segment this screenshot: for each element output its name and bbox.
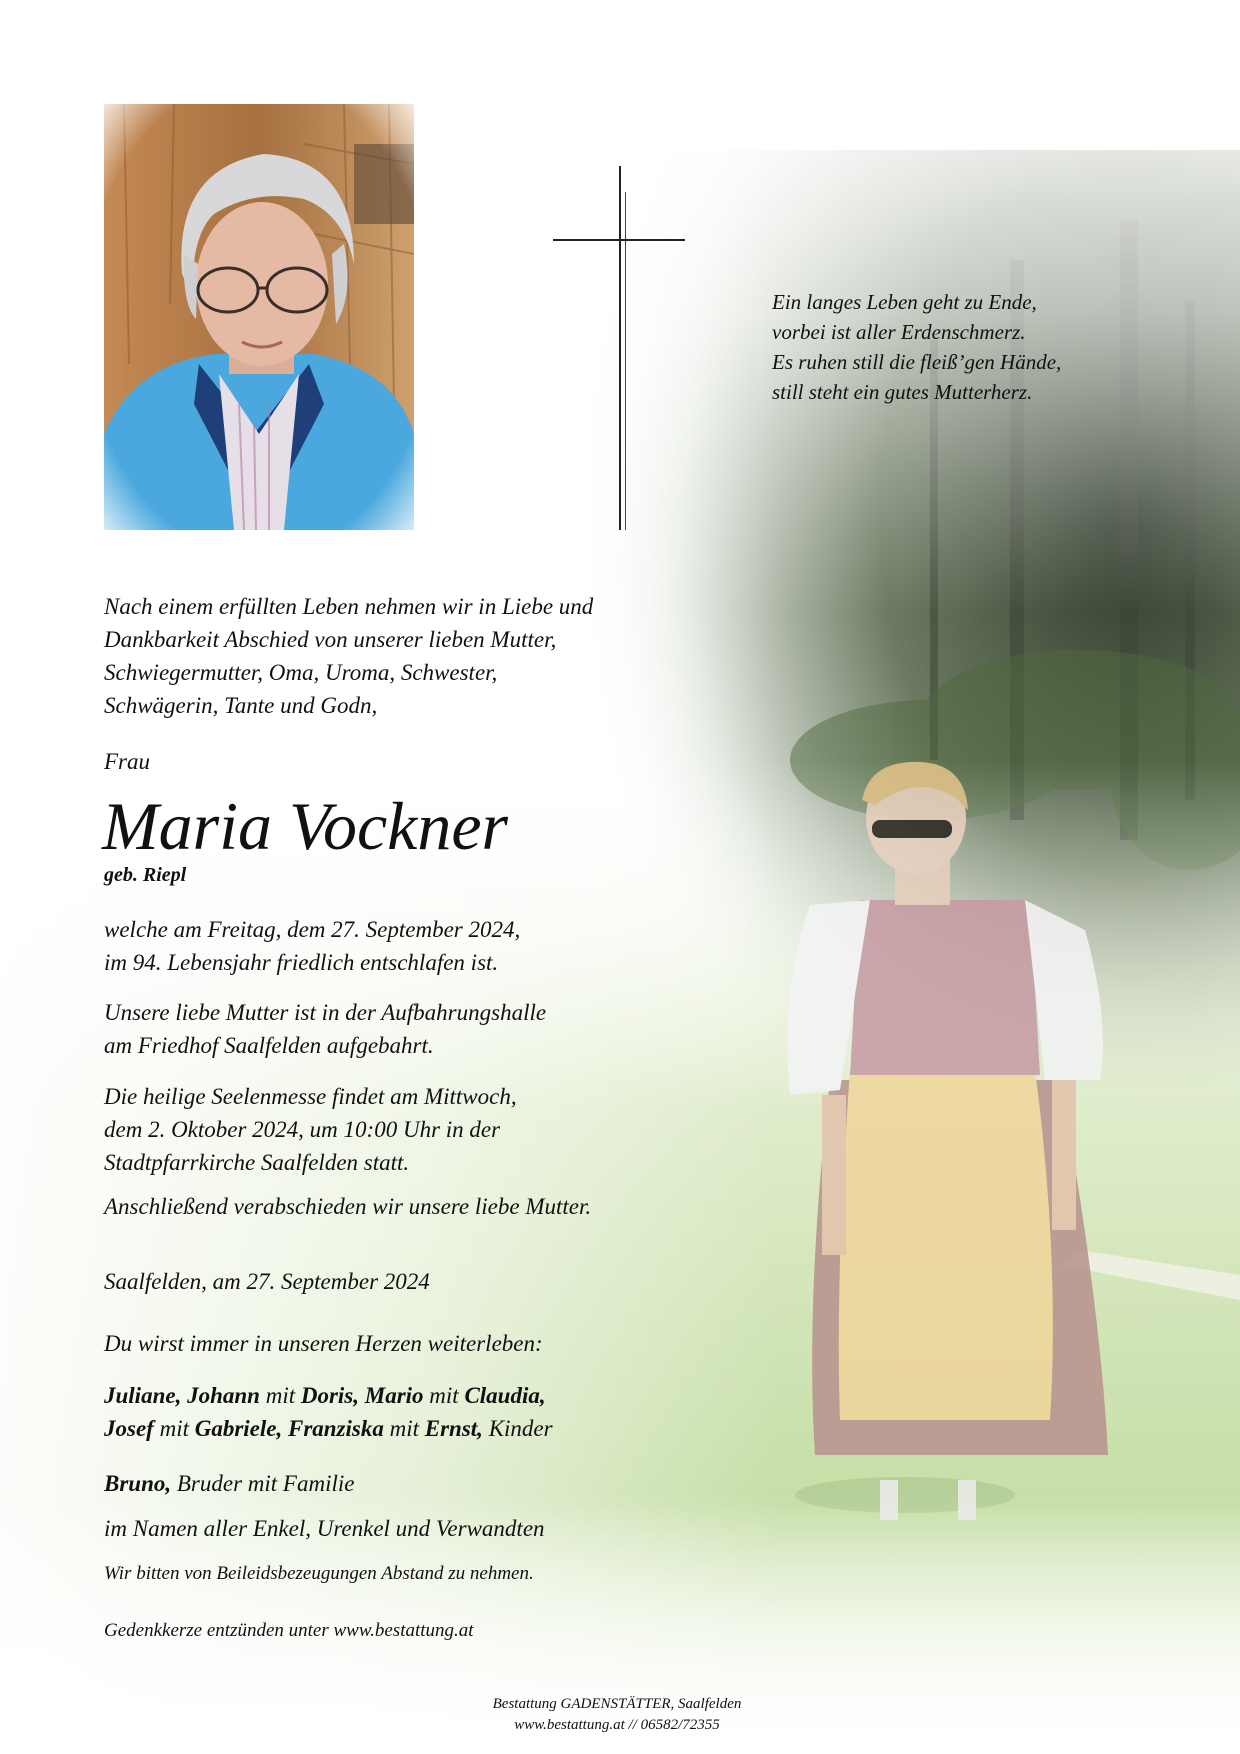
- poem-line: Es ruhen still die fleiß’gen Hände,: [772, 350, 1062, 374]
- family-line-3: [104, 1467, 354, 1500]
- place-date: Saalfelden, am 27. September 2024: [104, 1269, 430, 1294]
- family-line-4: im Namen aller Enkel, Urenkel und Verwandten: [104, 1516, 545, 1541]
- footer-company: Bestattung GADENSTÄTTER, Saalfelden: [492, 1696, 742, 1712]
- family-line-2: [104, 1412, 553, 1445]
- family-names: Ernst,: [424, 1416, 483, 1441]
- family-list: [104, 1379, 553, 1445]
- family-connector: mit: [423, 1383, 465, 1408]
- poem-line: still steht ein gutes Mutterherz.: [772, 380, 1033, 404]
- intro-text: [104, 590, 593, 722]
- candle-note: Gedenkkerze entzünden unter www.bestattung.at: [104, 1620, 474, 1641]
- poem: [772, 287, 1061, 407]
- family-names: Juliane, Johann: [104, 1383, 260, 1408]
- family-relation: Kinder: [482, 1416, 553, 1441]
- lying-line: Unsere liebe Mutter ist in der Aufbahrungshalle: [104, 1000, 547, 1025]
- lying-line: am Friedhof Saalfelden aufgebahrt.: [104, 1033, 434, 1058]
- death-text: [104, 913, 520, 979]
- death-line: im 94. Lebensjahr friedlich entschlafen ist.: [104, 950, 499, 975]
- intro-line: Schwiegermutter, Oma, Uroma, Schwester,: [104, 660, 498, 685]
- family-connector: mit: [383, 1416, 425, 1441]
- portrait-photo: [104, 104, 414, 530]
- family-relation: Bruder mit Familie: [171, 1471, 355, 1496]
- family-names: Gabriele, Franziska: [194, 1416, 384, 1441]
- mass-line: Die heilige Seelenmesse findet am Mittwoch,: [104, 1084, 517, 1109]
- condolence-note: Wir bitten von Beileidsbezeugungen Abstand zu nehmen.: [104, 1563, 534, 1584]
- mass-line: dem 2. Oktober 2024, um 10:00 Uhr in der: [104, 1117, 501, 1142]
- salutation: Frau: [104, 749, 150, 774]
- intro-line: Schwägerin, Tante und Godn,: [104, 693, 378, 718]
- family-names: Josef: [104, 1416, 154, 1441]
- heart-line: Du wirst immer in unseren Herzen weiterleben:: [104, 1331, 543, 1356]
- farewell-text: Anschließend verabschieden wir unsere liebe Mutter.: [104, 1194, 592, 1219]
- lying-in-state-text: [104, 996, 546, 1062]
- footer: [0, 1694, 1240, 1736]
- family-names: Doris, Mario: [300, 1383, 424, 1408]
- family-line-1: [104, 1379, 553, 1412]
- footer-contact: www.bestattung.at // 06582/72355: [514, 1717, 720, 1733]
- intro-line: Nach einem erfüllten Leben nehmen wir in Liebe und: [104, 594, 594, 619]
- death-line: welche am Freitag, dem 27. September 2024,: [104, 917, 521, 942]
- maiden-name: geb. Riepl: [104, 864, 187, 886]
- mass-line: Stadtpfarrkirche Saalfelden statt.: [104, 1150, 410, 1175]
- family-names: Claudia,: [464, 1383, 546, 1408]
- family-names: Bruno,: [104, 1471, 172, 1496]
- poem-line: Ein langes Leben geht zu Ende,: [772, 290, 1037, 314]
- family-connector: mit: [259, 1383, 301, 1408]
- poem-line: vorbei ist aller Erdenschmerz.: [772, 320, 1026, 344]
- family-connector: mit: [153, 1416, 195, 1441]
- intro-line: Dankbarkeit Abschied von unserer lieben Mutter,: [104, 627, 557, 652]
- mass-text: [104, 1080, 517, 1179]
- deceased-name: Maria Vockner: [102, 788, 509, 864]
